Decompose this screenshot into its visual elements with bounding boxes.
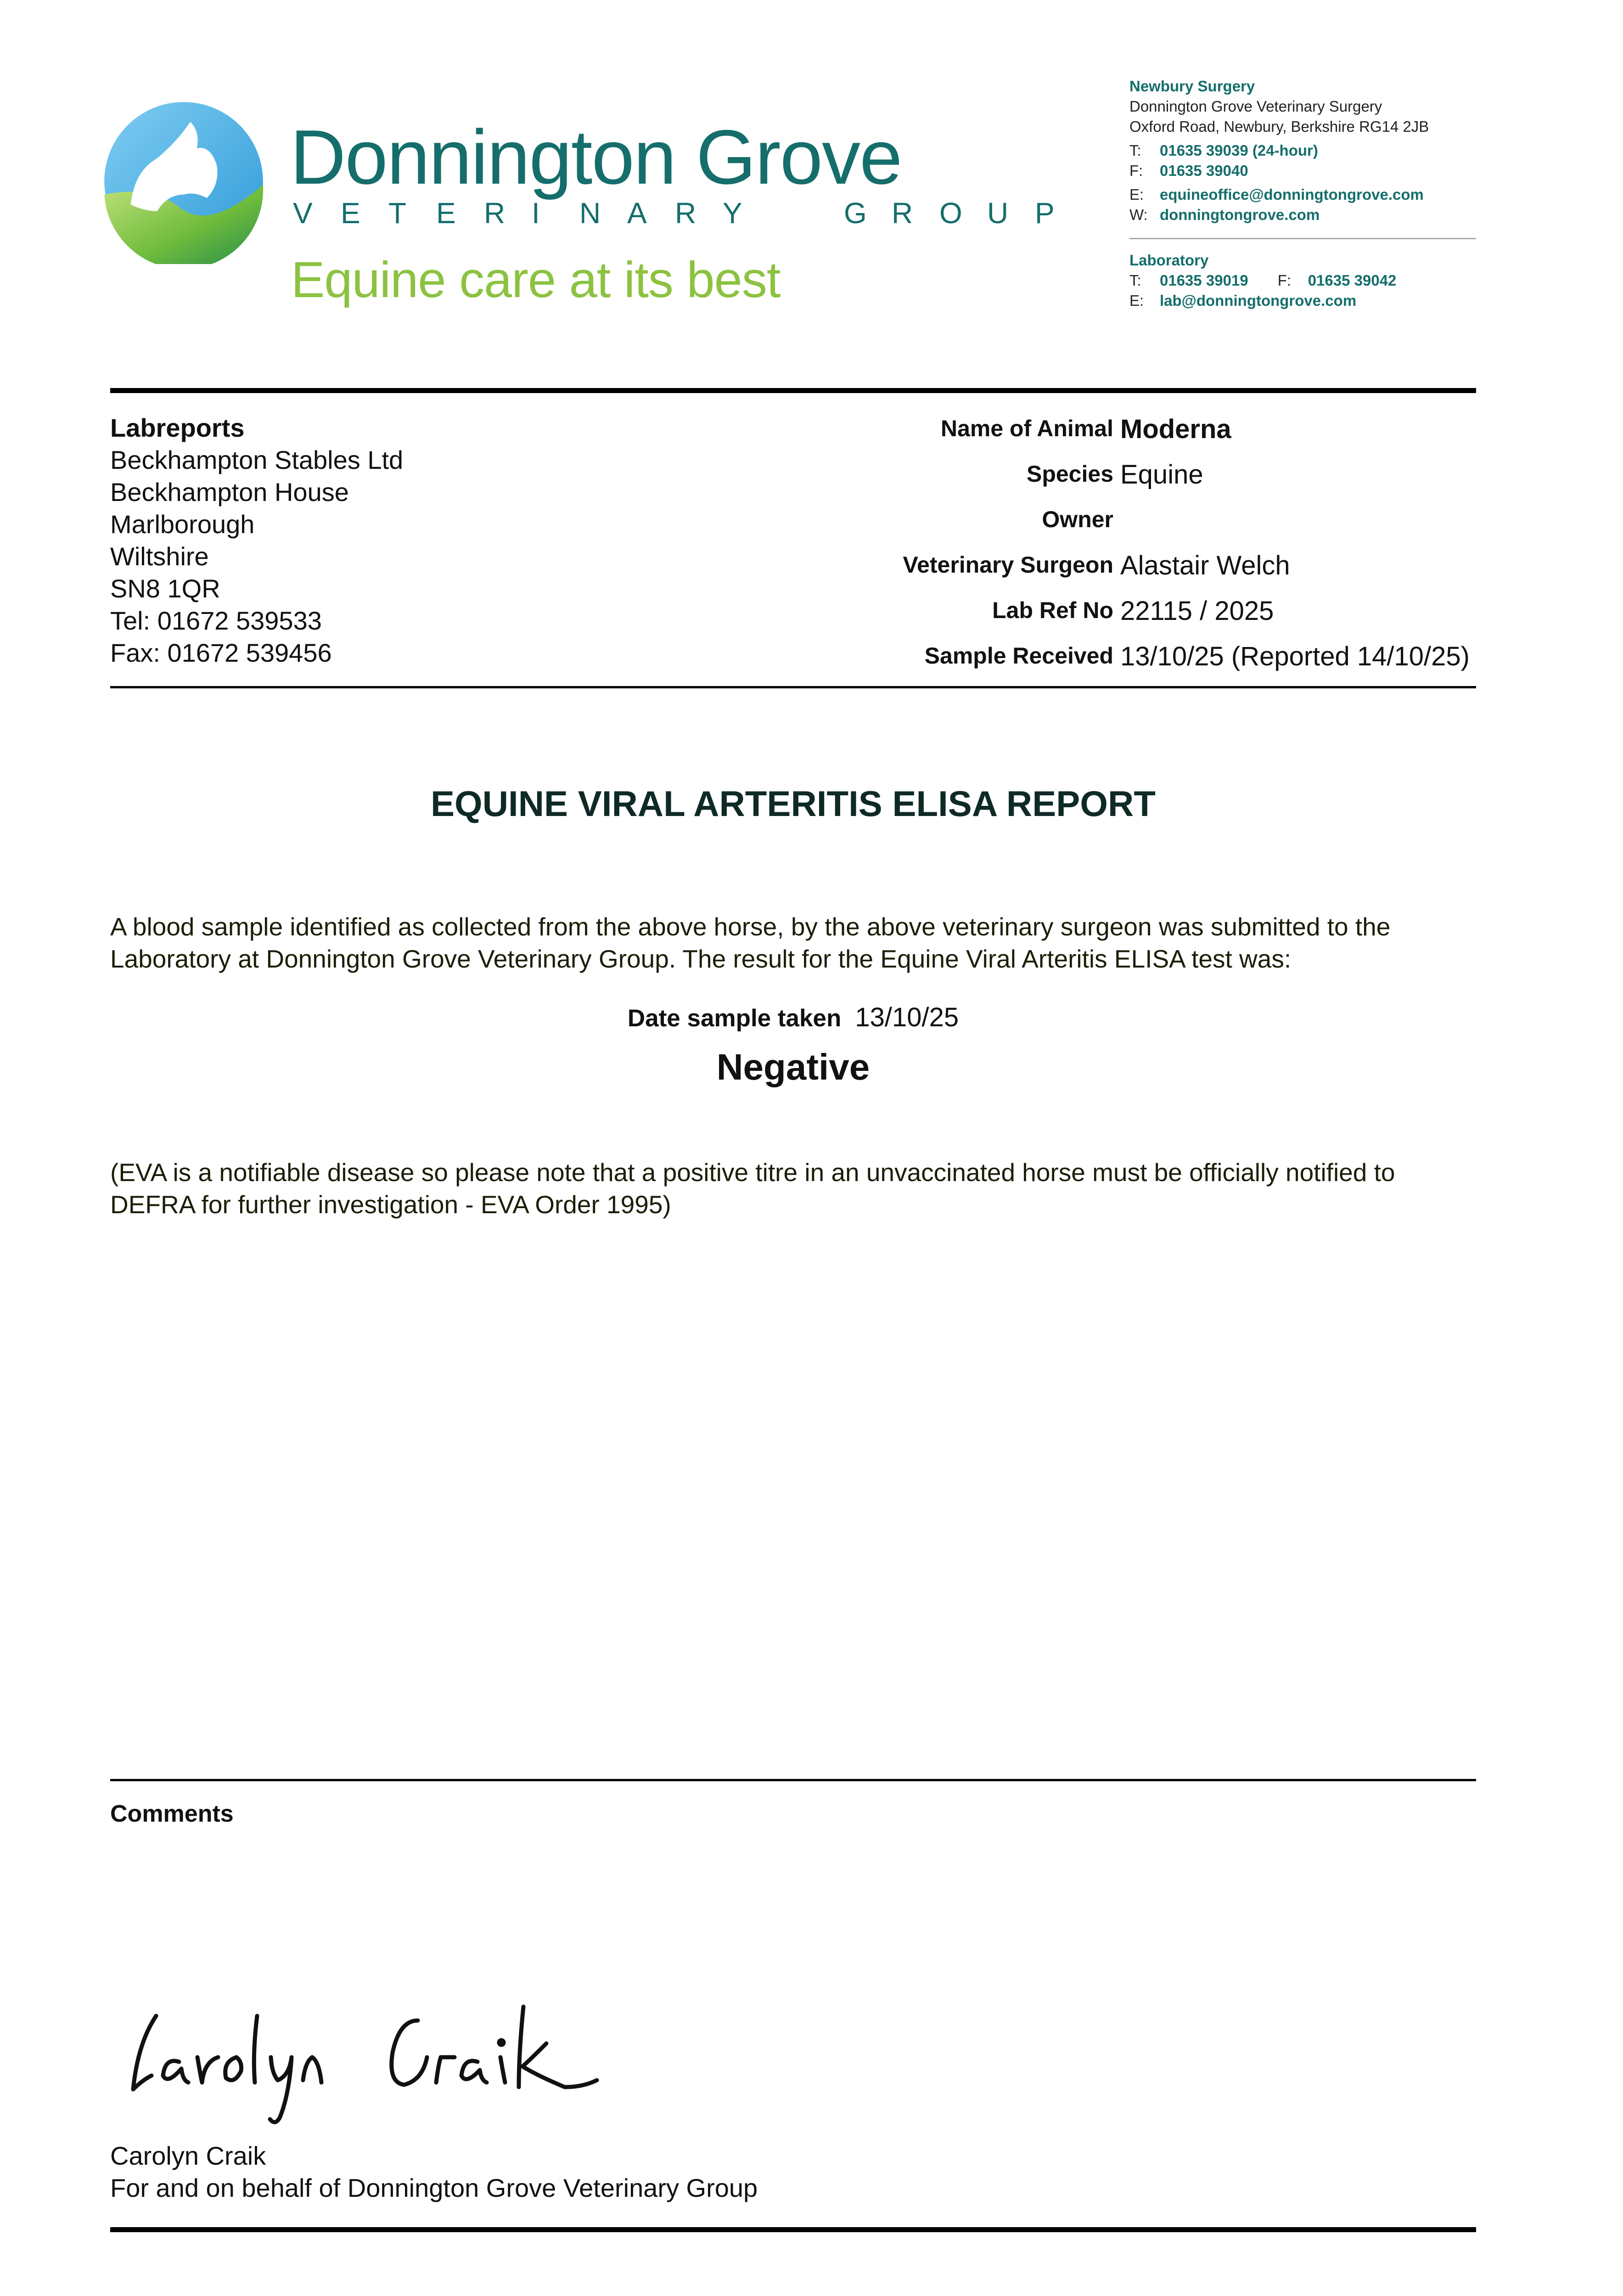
surgery-contact-block <box>1129 76 1429 225</box>
surgery-web-link[interactable]: donningtongrove.com <box>1160 206 1320 223</box>
surgeon-value: Alastair Welch <box>1120 551 1290 580</box>
brand-subtitle-letter: A <box>627 197 647 230</box>
test-result: Negative <box>716 1047 870 1087</box>
surgery-fax: 01635 39040 <box>1160 162 1248 179</box>
brand-subtitle-letter: I <box>532 197 540 230</box>
signature <box>124 1988 721 2126</box>
lab-ref-value: 22115 / 2025 <box>1120 596 1274 626</box>
brand-subtitle-letter: T <box>388 197 407 230</box>
surgery-address-line2: Oxford Road, Newbury, Berkshire RG14 2JB <box>1129 118 1429 135</box>
recipient-line4: Wiltshire <box>110 542 209 571</box>
recipient-line3: Marlborough <box>110 510 255 539</box>
surgery-heading: Newbury Surgery <box>1129 78 1255 95</box>
owner-row <box>781 503 1476 535</box>
eva-note: (EVA is a notifiable disease so please note that a positive titre in an unvaccinated horse must be officially notified to DEFRA for further investigation - EVA Order 1995) <box>110 1158 1395 1219</box>
brand-subtitle-letter: P <box>1035 197 1055 230</box>
animal-name-row <box>781 412 1476 445</box>
header-divider <box>1129 238 1476 239</box>
brand-subtitle-letter: O <box>939 197 962 230</box>
laboratory-fax-label: F: <box>1277 272 1292 289</box>
signatory-on-behalf: For and on behalf of Donnington Grove Veterinary Group <box>110 2173 758 2202</box>
sample-received-value: 13/10/25 (Reported 14/10/25) <box>1120 642 1470 671</box>
brand-subtitle-letter: R <box>892 197 913 230</box>
brand-subtitle-letter: R <box>675 197 696 230</box>
surgery-email-label: E: <box>1129 186 1144 203</box>
comments-divider <box>110 1779 1476 1781</box>
laboratory-tel-label: T: <box>1129 272 1141 289</box>
brand-subtitle-letter: E <box>436 197 456 230</box>
brand-subtitle-letter: V <box>293 197 313 230</box>
surgery-email-link[interactable]: equineoffice@donningtongrove.com <box>1160 186 1424 203</box>
laboratory-fax: 01635 39042 <box>1308 272 1397 289</box>
recipient-line5: SN8 1QR <box>110 574 220 603</box>
surgery-fax-label: F: <box>1129 162 1143 179</box>
recipient-line2: Beckhampton House <box>110 478 349 506</box>
brand-subtitle-letter: E <box>341 197 360 230</box>
recipient-line1: Beckhampton Stables Ltd <box>110 445 404 474</box>
brand-name: Donnington Grove <box>290 114 902 200</box>
recipient-address <box>110 412 403 669</box>
recipient-name: Labreports <box>110 413 245 442</box>
date-sample-label: Date sample taken <box>627 1005 842 1032</box>
species-row <box>781 458 1476 490</box>
owner-label: Owner <box>1042 506 1113 532</box>
signatory-block <box>110 2140 758 2204</box>
report-title: EQUINE VIRAL ARTERITIS ELISA REPORT <box>431 783 1156 824</box>
brand-subtitle-letter: G <box>844 197 867 230</box>
date-sample-taken <box>110 1002 1476 1033</box>
recipient-fax: Fax: 01672 539456 <box>110 638 332 667</box>
animal-name-label: Name of Animal <box>940 416 1113 441</box>
top-divider <box>110 388 1476 393</box>
report-intro: A blood sample identified as collected from the above horse, by the above veterinary surgeon was submitted to the Laboratory at Donnington Grove Veterinary Group. The result for the Equine Viral Arteritis ELISA test was: <box>110 912 1391 973</box>
surgery-tel: 01635 39039 (24-hour) <box>1160 142 1318 159</box>
bottom-divider <box>110 2227 1476 2232</box>
laboratory-email-label: E: <box>1129 292 1144 309</box>
species-value: Equine <box>1120 460 1203 490</box>
brand-subtitle-letter: Y <box>723 197 742 230</box>
lab-ref-label: Lab Ref No <box>992 597 1113 623</box>
lab-ref-row <box>781 594 1476 626</box>
surgery-address-line1: Donnington Grove Veterinary Surgery <box>1129 98 1382 115</box>
surgery-tel-label: T: <box>1129 142 1141 159</box>
brand-subtitle <box>293 198 1083 228</box>
brand-subtitle-letter: N <box>579 197 601 230</box>
sample-received-label: Sample Received <box>924 643 1113 669</box>
surgeon-row <box>781 549 1476 581</box>
sample-received-row <box>781 640 1476 672</box>
logo-horse-icon <box>101 99 266 264</box>
signatory-name: Carolyn Craik <box>110 2141 266 2170</box>
surgeon-label: Veterinary Surgeon <box>903 552 1113 578</box>
laboratory-tel: 01635 39019 <box>1160 272 1248 289</box>
laboratory-heading: Laboratory <box>1129 252 1209 269</box>
recipient-tel: Tel: 01672 539533 <box>110 606 322 635</box>
brand-subtitle-letter <box>770 198 844 228</box>
brand-subtitle-letter: R <box>484 197 505 230</box>
date-sample-value: 13/10/25 <box>855 1002 959 1032</box>
laboratory-email-link[interactable]: lab@donningtongrove.com <box>1160 292 1357 309</box>
laboratory-contact-block <box>1129 250 1396 311</box>
species-label: Species <box>1026 461 1113 487</box>
comments-label: Comments <box>110 1801 234 1827</box>
brand-tagline: Equine care at its best <box>291 252 781 308</box>
brand-subtitle-letter: U <box>987 197 1009 230</box>
info-divider <box>110 686 1476 688</box>
surgery-web-label: W: <box>1129 206 1148 223</box>
animal-name-value: Moderna <box>1120 414 1231 444</box>
